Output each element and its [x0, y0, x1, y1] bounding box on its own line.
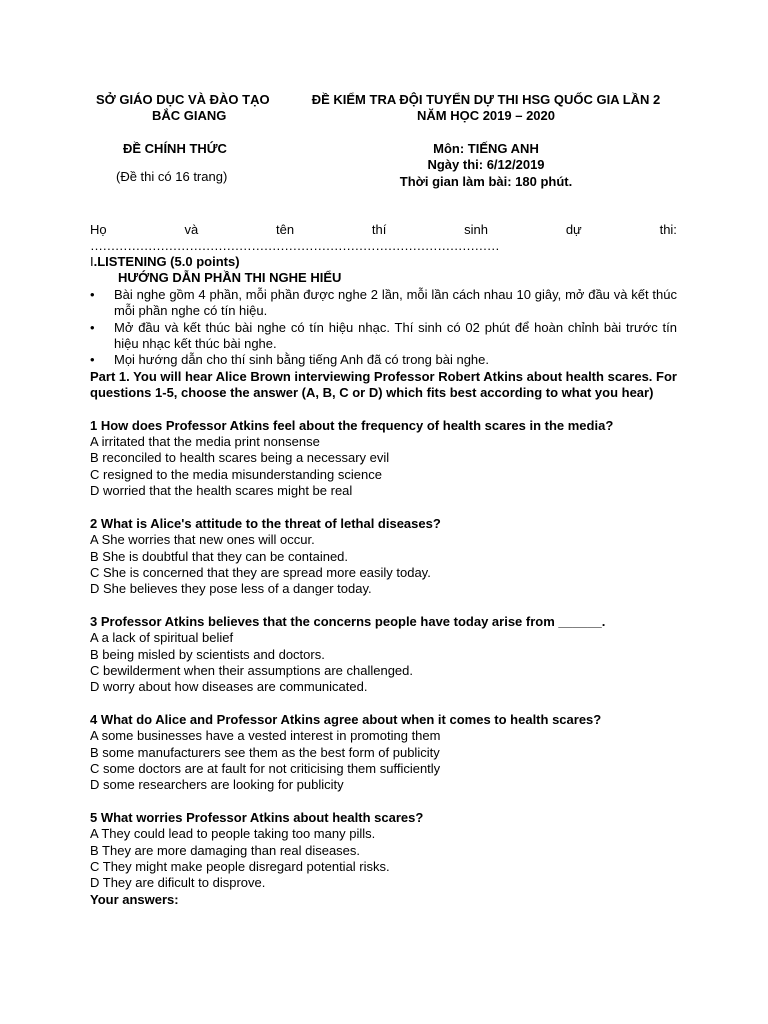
question-stem: 4 What do Alice and Professor Atkins agree about when it comes to health scares? — [90, 711, 602, 727]
candidate-name-row — [90, 222, 677, 238]
school-year: NĂM HỌC 2019 – 2020 — [416, 108, 555, 124]
page-count-note: (Đề thi có 16 trang) — [116, 169, 228, 185]
part1-instructions: Part 1. You will hear Alice Brown interviewing Professor Robert Atkins about health scares. For questions 1-5, choose the answer (A, B, C or D) which fits best according to what you hear) — [90, 368, 677, 401]
list-item: • Mọi hướng dẫn cho thí sinh bằng tiếng Anh đã có trong bài nghe. — [90, 352, 489, 368]
answer-option: B some manufacturers see them as the best form of publicity — [90, 744, 440, 760]
exam-title: ĐỀ KIỂM TRA ĐỘI TUYỂN DỰ THI HSG QUỐC GIA LẦN 2 — [311, 92, 661, 107]
question-1 — [90, 418, 677, 500]
answer-option: A irritated that the media print nonsense — [90, 434, 320, 450]
bullet-glyph: • — [90, 319, 95, 335]
guide-list — [90, 287, 677, 369]
section-title: I.LISTENING (5.0 points) — [90, 254, 240, 269]
exam-header — [90, 92, 677, 210]
candidate-word: tên — [275, 222, 295, 237]
answer-option: A They could lead to people taking too many pills. — [90, 826, 376, 842]
your-answers-label: Your answers: — [90, 891, 179, 907]
answer-option: C She is concerned that they are spread more easily today. — [90, 564, 431, 580]
answer-option: C resigned to the media misunderstanding science — [90, 466, 382, 482]
question-2 — [90, 516, 677, 598]
exam-date: Ngày thi: 6/12/2019 — [427, 157, 545, 173]
section-numeral: I — [90, 254, 94, 269]
answer-option: B They are more damaging than real diseases. — [90, 842, 361, 858]
list-item: • Bài nghe gồm 4 phần, mỗi phần được nghe 2 lần, mỗi lần cách nhau 10 giây, mở đầu và kết thúc mỗi phần nghe có tín hiệu. — [90, 286, 677, 319]
answer-option: B She is doubtful that they can be contained. — [90, 548, 349, 564]
answer-option: B reconciled to health scares being a necessary evil — [90, 450, 390, 466]
list-item: • Mở đầu và kết thúc bài nghe có tín hiệu nhạc. Thí sinh có 02 phút để hoàn chỉnh bài trước tín hiệu nhạc kết thúc bài nghe. — [90, 319, 677, 352]
answer-option: D some researchers are looking for publicity — [90, 777, 344, 793]
answer-option: C They might make people disregard potential risks. — [90, 859, 390, 874]
answer-option: C bewilderment when their assumptions are challenged. — [90, 662, 414, 678]
question-stem: 3 Professor Atkins believes that the concerns people have today arise from ______. — [90, 613, 606, 629]
exam-page — [90, 92, 677, 907]
question-stem: 5 What worries Professor Atkins about health scares? — [90, 809, 424, 825]
candidate-word: thí — [371, 222, 387, 237]
question-5 — [90, 810, 677, 892]
answer-option: A She worries that new ones will occur. — [90, 532, 315, 548]
answer-option: D They are dificult to disprove. — [90, 875, 266, 891]
question-stem: 1 How does Professor Atkins feel about the frequency of health scares in the media? — [90, 417, 614, 433]
official-label: ĐỀ CHÍNH THỨC — [123, 140, 227, 156]
answer-option: D worried that the health scares might be real — [90, 483, 353, 499]
candidate-word: Họ — [90, 222, 107, 237]
candidate-name-blank: ……………………………………………………………………………………… — [90, 238, 500, 253]
header-right — [296, 92, 676, 190]
candidate-word: sinh — [464, 222, 489, 237]
candidate-word: dự — [565, 222, 582, 237]
listening-section — [90, 254, 677, 908]
answer-option: D She believes they pose less of a danger today. — [90, 581, 372, 597]
answer-option: B being misled by scientists and doctors. — [90, 646, 325, 662]
subject: Môn: TIẾNG ANH — [433, 140, 539, 156]
province-name: BẮC GIANG — [152, 108, 227, 124]
bullet-glyph: • — [90, 352, 95, 368]
answer-option: D worry about how diseases are communicated. — [90, 679, 368, 695]
exam-duration: Thời gian làm bài: 180 phút. — [399, 173, 573, 189]
header-left — [96, 92, 276, 186]
department-name: SỞ GIÁO DỤC VÀ ĐÀO TẠO — [96, 92, 270, 107]
question-stem: 2 What is Alice's attitude to the threat of lethal diseases? — [90, 515, 441, 531]
guide-title: HƯỚNG DẪN PHẦN THI NGHE HIỂU — [118, 270, 342, 286]
answer-option: C some doctors are at fault for not criticising them sufficiently — [90, 760, 441, 776]
answer-option: A a lack of spiritual belief — [90, 630, 234, 646]
bullet-glyph: • — [90, 286, 95, 302]
candidate-word: và — [184, 222, 199, 237]
candidate-word: thi: — [659, 222, 677, 237]
answer-option: A some businesses have a vested interest in promoting them — [90, 728, 441, 744]
question-3 — [90, 614, 677, 696]
question-4 — [90, 712, 677, 794]
